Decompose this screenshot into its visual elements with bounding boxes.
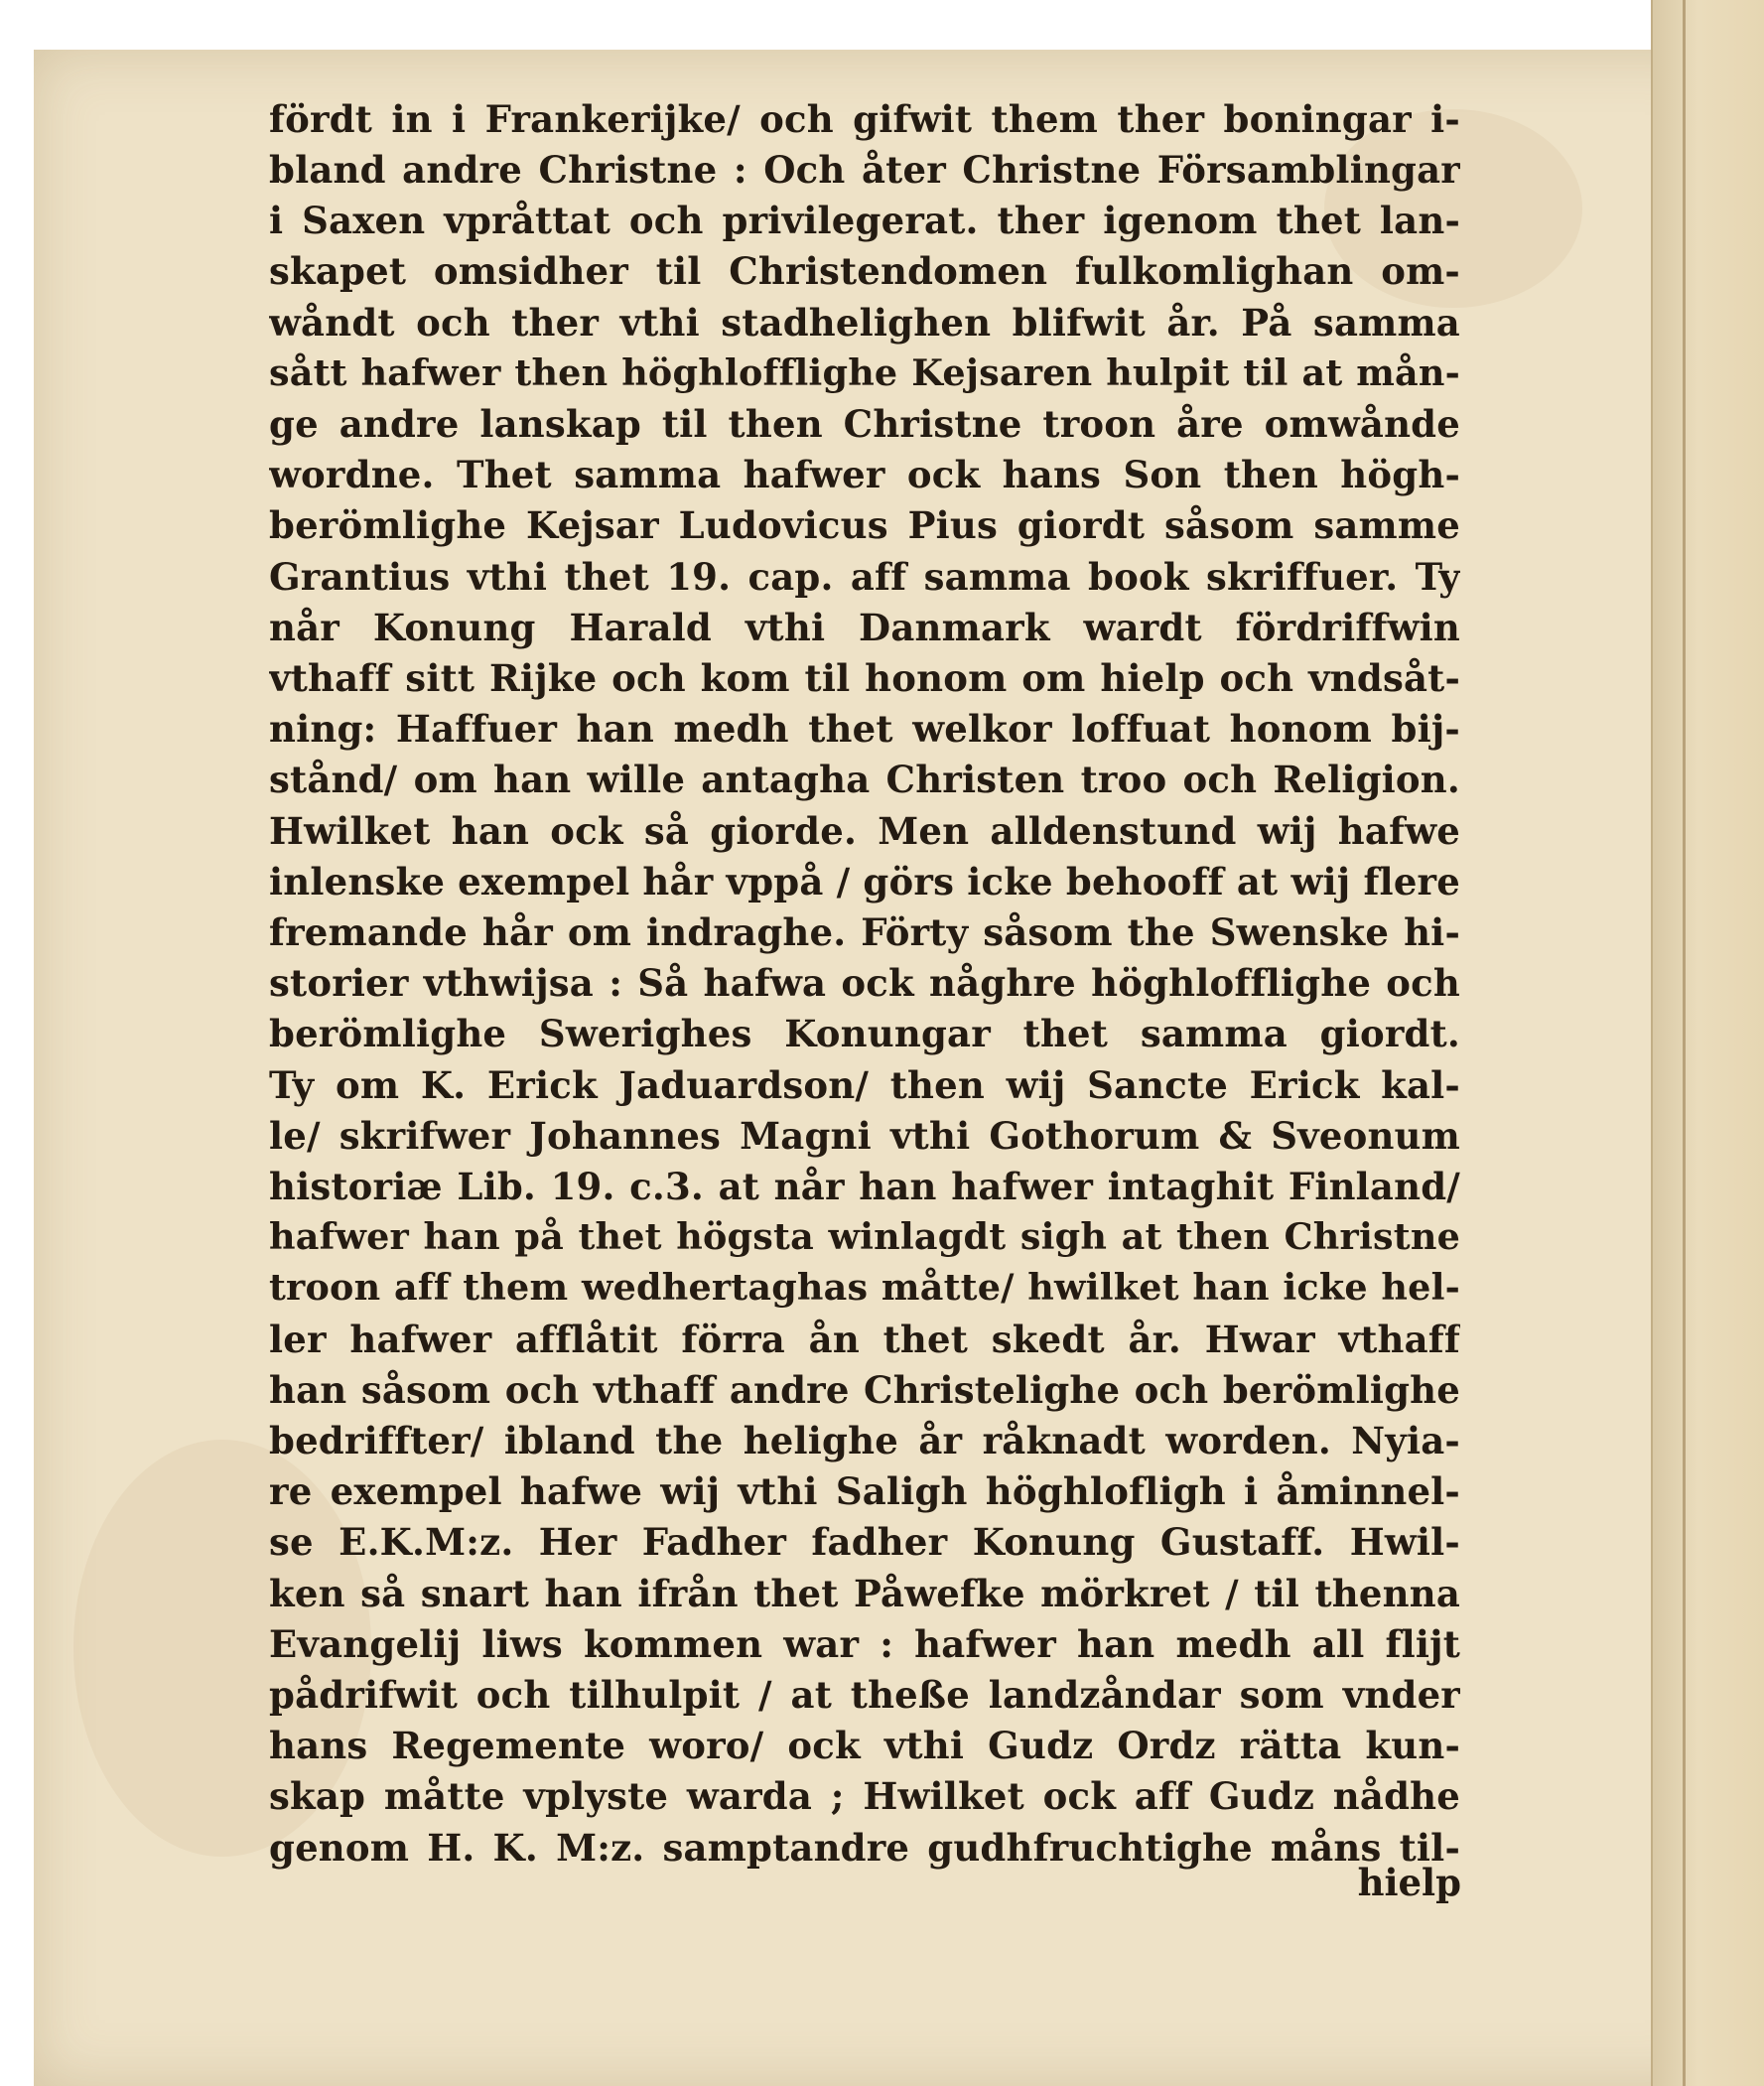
text-line: ge andre lanskap til then Christne troon åre omwånde xyxy=(269,402,1460,446)
text-line: berömlighe Swerighes Konungar thet samma giordt. xyxy=(269,1012,1460,1055)
page-spine xyxy=(1651,0,1764,2086)
text-line: pådrifwit och tilhulpit / at theße landzåndar som vnder xyxy=(269,1673,1460,1717)
text-line: wåndt och ther vthi stadhelighen blifwit år. På samma xyxy=(269,301,1460,345)
text-line: fördt in i Frankerijke/ och gifwit them ther boningar i- xyxy=(269,97,1460,141)
text-line: hafwer han på thet högsta winlagdt sigh at then Christne xyxy=(269,1215,1460,1258)
text-line: i Saxen vpråttat och privilegerat. ther igenom thet lan- xyxy=(269,199,1460,242)
catchword: hielp xyxy=(1357,1861,1461,1904)
text-line: ken så snart han ifrån thet Påwefke mörkret / til thenna xyxy=(269,1572,1460,1615)
text-line: når Konung Harald vthi Danmark wardt fördriffwin xyxy=(269,606,1460,649)
text-line: storier vthwijsa : Så hafwa ock någhre höghlofflighe och xyxy=(269,961,1460,1005)
text-line: fremande hår om indraghe. Förty såsom the Swenske hi- xyxy=(269,910,1460,954)
text-line: Grantius vthi thet 19. cap. aff samma book skriffuer. Ty xyxy=(269,555,1460,599)
text-line: hans Regemente woro/ ock vthi Gudz Ordz rätta kun- xyxy=(269,1724,1460,1767)
text-line: skap måtte vplyste warda ; Hwilket ock aff Gudz nådhe xyxy=(269,1774,1460,1818)
text-line: vthaff sitt Rijke och kom til honom om hielp och vndsåt- xyxy=(269,656,1460,700)
text-block xyxy=(269,95,1460,1957)
text-line: re exempel hafwe wij vthi Saligh höghlofligh i åminnel- xyxy=(269,1469,1460,1513)
text-line: sått hafwer then höghlofflighe Kejsaren hulpit til at mån- xyxy=(269,351,1460,394)
text-line: berömlighe Kejsar Ludovicus Pius giordt såsom samme xyxy=(269,503,1460,547)
text-line: ler hafwer afflåtit förra ån thet skedt år. Hwar vthaff xyxy=(269,1318,1460,1361)
text-line: ning: Haffuer han medh thet welkor loffuat honom bij- xyxy=(269,707,1460,751)
text-line: inlenske exempel hår vppå / görs icke behooff at wij flere xyxy=(269,860,1460,904)
text-line: skapet omsidher til Christendomen fulkomlighan om- xyxy=(269,249,1460,293)
text-line: genom H. K. M:z. samptandre gudhfruchtighe måns til- xyxy=(269,1826,1460,1870)
text-line: troon aff them wedhertaghas måtte/ hwilket han icke hel- xyxy=(269,1266,1460,1309)
text-line: Evangelij liws kommen war : hafwer han medh all flijt xyxy=(269,1622,1460,1666)
text-line: bedriffter/ ibland the helighe år råknadt worden. Nyia- xyxy=(269,1419,1460,1462)
text-line: han såsom och vthaff andre Christelighe och berömlighe xyxy=(269,1368,1460,1412)
text-line: Ty om K. Erick Jaduardson/ then wij Sancte Erick kal- xyxy=(269,1063,1460,1107)
text-line: stånd/ om han wille antagha Christen troo och Religion. xyxy=(269,758,1460,801)
text-line: Hwilket han ock så giorde. Men alldenstund wij hafwe xyxy=(269,809,1460,853)
text-line: le/ skrifwer Johannes Magni vthi Gothorum & Sveonum xyxy=(269,1114,1460,1158)
text-line: historiæ Lib. 19. c.3. at når han hafwer intaghit Finland/ xyxy=(269,1165,1460,1208)
text-line: wordne. Thet samma hafwer ock hans Son then högh- xyxy=(269,453,1460,496)
text-line: se E.K.M:z. Her Fadher fadher Konung Gustaff. Hwil- xyxy=(269,1520,1460,1564)
page-spine-edge xyxy=(1683,0,1686,2086)
text-line: bland andre Christne : Och åter Christne Församblingar xyxy=(269,148,1460,192)
